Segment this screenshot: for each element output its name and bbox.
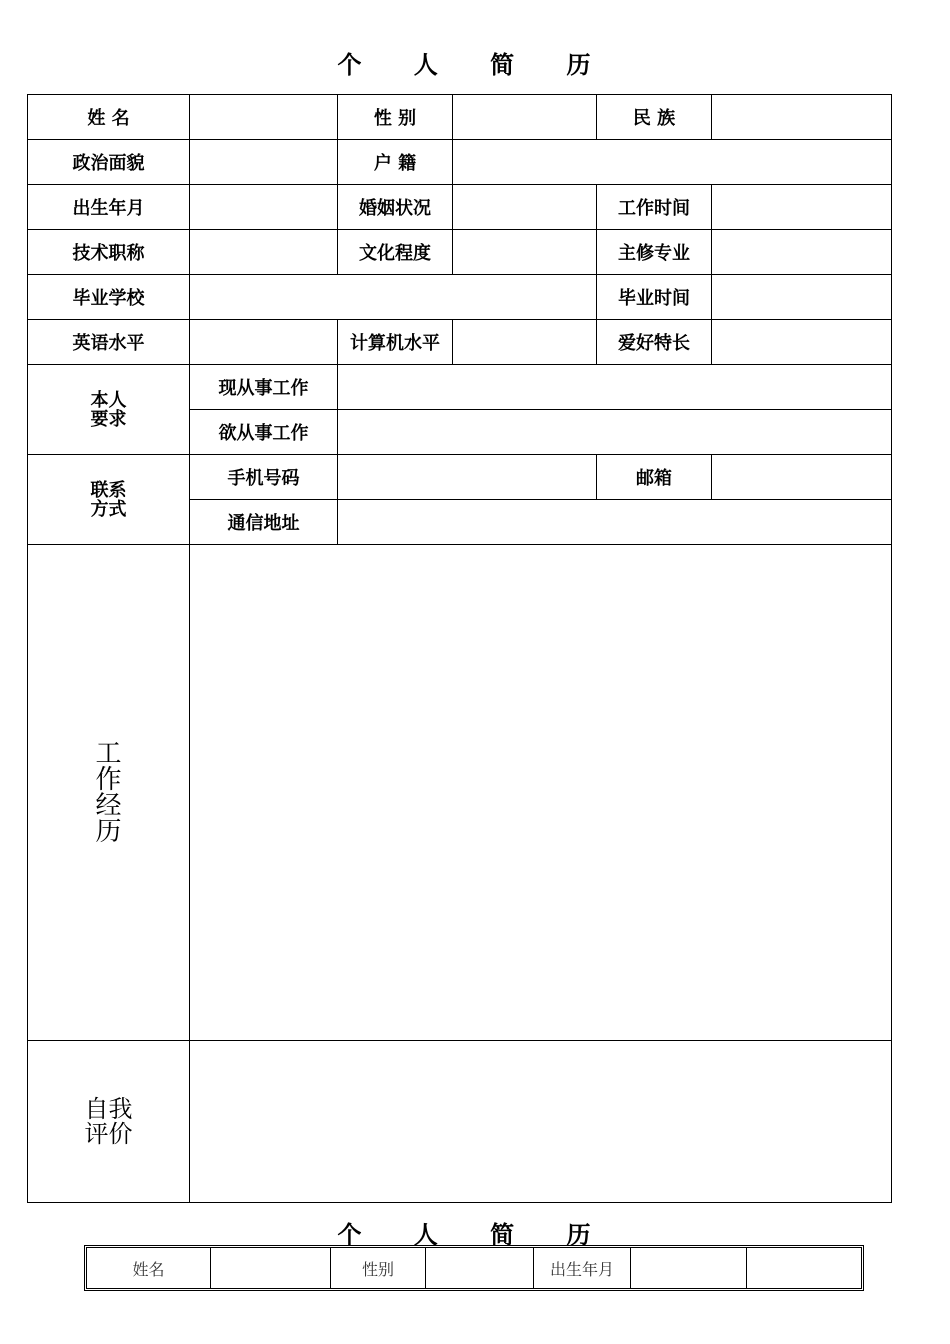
ethnicity-field[interactable]	[711, 94, 892, 140]
english-level-field[interactable]	[189, 319, 338, 365]
second-photo-field[interactable]	[747, 1248, 861, 1288]
address-field[interactable]	[337, 499, 892, 545]
second-gender-field[interactable]	[426, 1248, 534, 1288]
graduation-time-field[interactable]	[711, 274, 892, 320]
school-label: 毕业学校	[27, 274, 190, 320]
address-label: 通信地址	[189, 499, 338, 545]
political-status-label: 政治面貌	[27, 139, 190, 185]
second-resume-form	[84, 1245, 864, 1291]
work-time-label: 工作时间	[596, 184, 712, 230]
technical-title-field[interactable]	[189, 229, 338, 275]
mobile-label: 手机号码	[189, 454, 338, 500]
contact-label	[27, 454, 190, 545]
work-experience-field[interactable]	[189, 544, 892, 1041]
hukou-field[interactable]	[452, 139, 892, 185]
education-field[interactable]	[452, 229, 597, 275]
gender-label: 性 别	[337, 94, 453, 140]
computer-level-label: 计算机水平	[337, 319, 453, 365]
requirement-label-line1: 本人	[90, 389, 127, 411]
page-title: 个 人 简 历	[337, 51, 613, 79]
second-name-field[interactable]	[211, 1248, 331, 1288]
work-experience-label	[27, 544, 190, 1041]
self-evaluation-field[interactable]	[189, 1040, 892, 1203]
resume-form	[28, 95, 893, 1205]
hobby-label: 爱好特长	[596, 319, 712, 365]
self-evaluation-label	[27, 1040, 190, 1203]
self-evaluation-line2: 评价	[84, 1119, 133, 1148]
ethnicity-label: 民 族	[596, 94, 712, 140]
self-evaluation-line1: 自我	[84, 1094, 133, 1123]
second-birth-field[interactable]	[631, 1248, 747, 1288]
gender-field[interactable]	[452, 94, 597, 140]
requirement-label-line2: 要求	[90, 408, 127, 430]
work-experience-char: 作	[95, 764, 122, 795]
mobile-field[interactable]	[337, 454, 597, 500]
major-label: 主修专业	[596, 229, 712, 275]
desired-job-label: 欲从事工作	[189, 409, 338, 455]
birth-label: 出生年月	[27, 184, 190, 230]
second-name-label: 姓名	[87, 1248, 211, 1288]
technical-title-label: 技术职称	[27, 229, 190, 275]
computer-level-field[interactable]	[452, 319, 597, 365]
name-field[interactable]	[189, 94, 338, 140]
work-experience-char: 经	[95, 790, 122, 821]
hukou-label: 户 籍	[337, 139, 453, 185]
work-experience-char: 工	[95, 738, 122, 769]
political-status-field[interactable]	[189, 139, 338, 185]
graduation-time-label: 毕业时间	[596, 274, 712, 320]
major-field[interactable]	[711, 229, 892, 275]
requirement-label	[27, 364, 190, 455]
desired-job-field[interactable]	[337, 409, 892, 455]
education-label: 文化程度	[337, 229, 453, 275]
marital-status-label: 婚姻状况	[337, 184, 453, 230]
work-experience-char: 历	[95, 816, 122, 847]
name-label: 姓 名	[27, 94, 190, 140]
school-field[interactable]	[189, 274, 597, 320]
hobby-field[interactable]	[711, 319, 892, 365]
birth-field[interactable]	[189, 184, 338, 230]
second-birth-label: 出生年月	[534, 1248, 631, 1288]
english-level-label: 英语水平	[27, 319, 190, 365]
work-time-field[interactable]	[711, 184, 892, 230]
email-label: 邮箱	[596, 454, 712, 500]
second-gender-label: 性别	[331, 1248, 426, 1288]
marital-status-field[interactable]	[452, 184, 597, 230]
current-job-field[interactable]	[337, 364, 892, 410]
contact-label-line2: 方式	[90, 498, 127, 520]
second-page-title: 个 人 简 历	[337, 1221, 613, 1249]
contact-label-line1: 联系	[90, 479, 127, 501]
email-field[interactable]	[711, 454, 892, 500]
current-job-label: 现从事工作	[189, 364, 338, 410]
